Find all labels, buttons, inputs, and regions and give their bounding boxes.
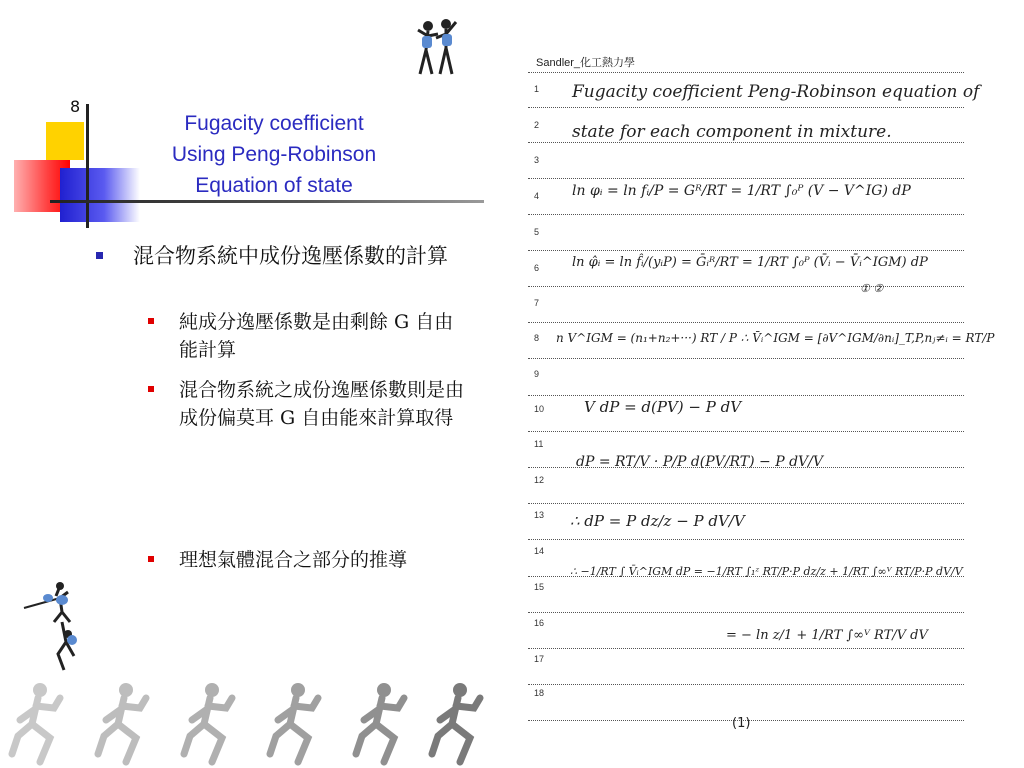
- climbers-icon: [412, 16, 466, 78]
- page-number: (1): [732, 716, 751, 731]
- line-number: 6: [534, 263, 540, 273]
- sub-bullet-text: 混合物系統之成份逸壓係數則是由成份偏莫耳 G 自由能來計算取得: [179, 379, 465, 429]
- line-number: 2: [534, 120, 540, 130]
- ruled-line: [528, 142, 964, 143]
- ruled-line: [528, 648, 964, 649]
- line-number: 12: [534, 475, 545, 485]
- yellow-accent-block: [46, 122, 84, 160]
- ruled-line: [528, 431, 964, 432]
- line-number: 14: [534, 546, 545, 556]
- ruled-line: [528, 178, 964, 179]
- sub-bullet-text: 理想氣體混合之部分的推導: [179, 549, 408, 571]
- equation-14: ∴ −1/RT ∫ V̄ᵢ^IGM dP = −1/RT ∫₁ᶻ RT/P·P dz/z + 1/RT ∫∞ⱽ RT/P·P dV/V: [570, 565, 963, 578]
- ruled-line: [528, 250, 964, 251]
- equation-8: n V^IGM = (n₁+n₂+···) RT / P ∴ V̄ᵢ^IGM = [∂V^IGM/∂nᵢ]_T,P,nⱼ≠ᵢ = RT/P: [556, 331, 995, 345]
- main-bullet: [96, 240, 466, 272]
- ruled-line: [528, 72, 964, 73]
- line-number: 8: [534, 333, 540, 343]
- running-figures-icon: [0, 680, 490, 768]
- line-number: 1: [534, 84, 540, 94]
- main-bullet-text: 混合物系統中成份逸壓係數的計算: [133, 244, 448, 268]
- title-line-2: Using Peng-Robinson: [171, 143, 377, 166]
- ruled-line: [528, 358, 964, 359]
- line-number: 4: [534, 191, 540, 201]
- rope-climbers-icon: [20, 582, 90, 672]
- ruled-line: [528, 684, 964, 685]
- title-line-3: Equation of state: [195, 174, 353, 197]
- equation-10: V dP = d(PV) − P dV: [584, 398, 742, 416]
- handwriting-line-1: Fugacity coefficient Peng-Robinson equation of: [572, 82, 980, 102]
- equation-11: dP = RT/V · P/P d(PV/RT) − P dV/V: [576, 454, 823, 470]
- line-number: 13: [534, 510, 545, 520]
- equation-6-markers: ① ②: [860, 282, 884, 295]
- equation-6: ln φ̂ᵢ = ln f̂ᵢ/(yᵢP) = Ḡᵢᴿ/RT = 1/RT ∫₀ᴾ (V̄ᵢ − V̄ᵢ^IGM) dP: [572, 255, 928, 270]
- notebook-header: Sandler_化工熱力學: [536, 57, 636, 69]
- ruled-line: [528, 107, 964, 108]
- equation-16: = − ln z/1 + 1/RT ∫∞ⱽ RT/V dV: [726, 628, 928, 643]
- ruled-line: [528, 214, 964, 215]
- slide-title: [140, 108, 408, 201]
- line-number: 16: [534, 618, 545, 628]
- bullet-marker: [148, 386, 154, 392]
- line-number: 11: [534, 439, 544, 449]
- vertical-divider: [86, 104, 89, 228]
- line-number: 15: [534, 582, 545, 592]
- sub-bullet-2: [148, 376, 468, 432]
- handwriting-line-2: state for each component in mixture.: [572, 122, 892, 142]
- sub-bullet-3: [148, 546, 468, 574]
- sub-bullet-text: 純成分逸壓係數是由剩餘 G 自由能計算: [179, 311, 454, 361]
- ruled-line: [528, 503, 964, 504]
- sub-bullet-1: [148, 308, 468, 364]
- line-number: 9: [534, 369, 540, 379]
- ruled-line: [528, 539, 964, 540]
- line-number: 18: [534, 688, 545, 698]
- bullet-marker: [148, 556, 154, 562]
- ruled-line: [528, 395, 964, 396]
- bullet-marker: [148, 318, 154, 324]
- line-number: 7: [534, 298, 540, 308]
- equation-4: ln φᵢ = ln fᵢ/P = Gᴿ/RT = 1/RT ∫₀ᴾ (V − V^IG) dP: [572, 183, 911, 199]
- ruled-line: [528, 286, 964, 287]
- notebook-page: [520, 50, 995, 762]
- line-number: 17: [534, 654, 545, 664]
- line-number: 10: [534, 404, 545, 414]
- slide-number: 8: [70, 97, 81, 116]
- ruled-line: [528, 612, 964, 613]
- bullet-marker: [96, 252, 103, 259]
- equation-13: ∴ dP = P dz/z − P dV/V: [570, 512, 745, 530]
- ruled-line: [528, 322, 964, 323]
- title-line-1: Fugacity coefficient: [184, 112, 364, 135]
- line-number: 5: [534, 227, 540, 237]
- blue-accent-block: [60, 168, 140, 222]
- line-number: 3: [534, 155, 540, 165]
